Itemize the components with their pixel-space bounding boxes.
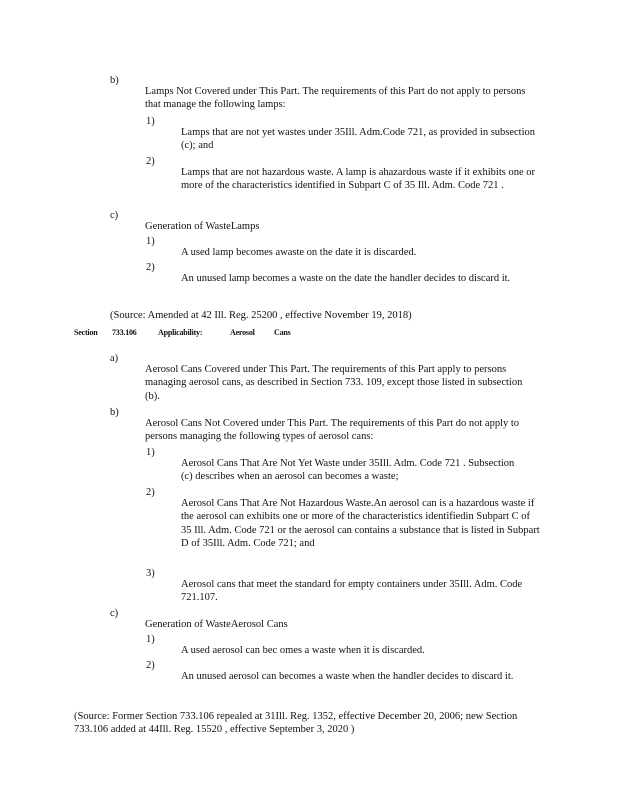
subsection-text: Aerosol Cans Not Covered under This Part. The requirements of this Part do not apply to persons managing the following types of aerosol cans: [145,417,520,442]
item-text: Aerosol Cans That Are Not Hazardous Waste.An aerosol can is a hazardous waste if the aerosol can exhibits one or more of the characteristics identifiedin Subpart C of 35 Ill. Adm. Code 721 or the aerosol can contains a substance that is listed in Subpart D of 35Ill. Adm. Code 721; and [181,497,540,549]
item-number: 2) [146,156,155,167]
item-number: 2) [146,660,155,671]
item-number: 1) [146,634,155,645]
item-number: 3) [146,568,155,579]
subsection-text: Generation of WasteLamps [145,220,260,232]
section-word: Section [74,328,98,337]
section-number: 733.106 [112,328,137,337]
subsection-text: Lamps Not Covered under This Part. The requirements of this Part do not apply to persons that manage the following lamps: [145,85,526,110]
subsection-label: a) [110,353,119,364]
item-text: Aerosol cans that meet the standard for empty containers under 35Ill. Adm. Code 721.107. [181,578,523,603]
item-number: 1) [146,447,155,458]
item-text: Lamps that are not hazardous waste. A lamp is ahazardous waste if it exhibits one or more of the characteristics identified in Subpart C of 35 Ill. Adm. Code 721 . [181,166,535,191]
item-text: Lamps that are not yet wastes under 35Ill. Adm.Code 721, as provided in subsection (c); and [181,126,536,151]
item-number: 1) [146,236,155,247]
source-note: (Source: Amended at 42 Ill. Reg. 25200 , effective November 19, 2018) [110,309,412,321]
item-text: Aerosol Cans That Are Not Yet Waste under 35Ill. Adm. Code 721 . Subsection (c) describes when an aerosol can becomes a waste; [181,457,515,482]
subsection-text: Generation of WasteAerosol Cans [145,618,288,630]
item-text: An unused aerosol can becomes a waste when the handler decides to discard it. [181,670,514,682]
subsection-label: c) [110,608,119,619]
item-text: An unused lamp becomes a waste on the date the handler decides to discard it. [181,272,511,284]
item-number: 2) [146,262,155,273]
item-number: 2) [146,487,155,498]
item-text: A used aerosol can bec omes a waste when it is discarded. [181,644,425,656]
item-number: 1) [146,116,155,127]
subsection-label: b) [110,407,119,418]
section-title: Applicability: [158,328,203,337]
source-note: (Source: Former Section 733.106 repealed at 31Ill. Reg. 1352, effective December 20, 2006; new Section 733.106 added at 44Ill. Reg. 15520 , effective September 3, 2020 ) [74,710,518,735]
subsection-label: c) [110,210,119,221]
subsection-text: Aerosol Cans Covered under This Part. The requirements of this Part apply to persons managing aerosol cans, as described in Section 733. 109, except those listed in subsection (b). [145,363,523,402]
section-subject-2: Cans [274,328,291,337]
subsection-label: b) [110,75,119,86]
section-subject: Aerosol [230,328,255,337]
item-text: A used lamp becomes awaste on the date it is discarded. [181,246,417,258]
